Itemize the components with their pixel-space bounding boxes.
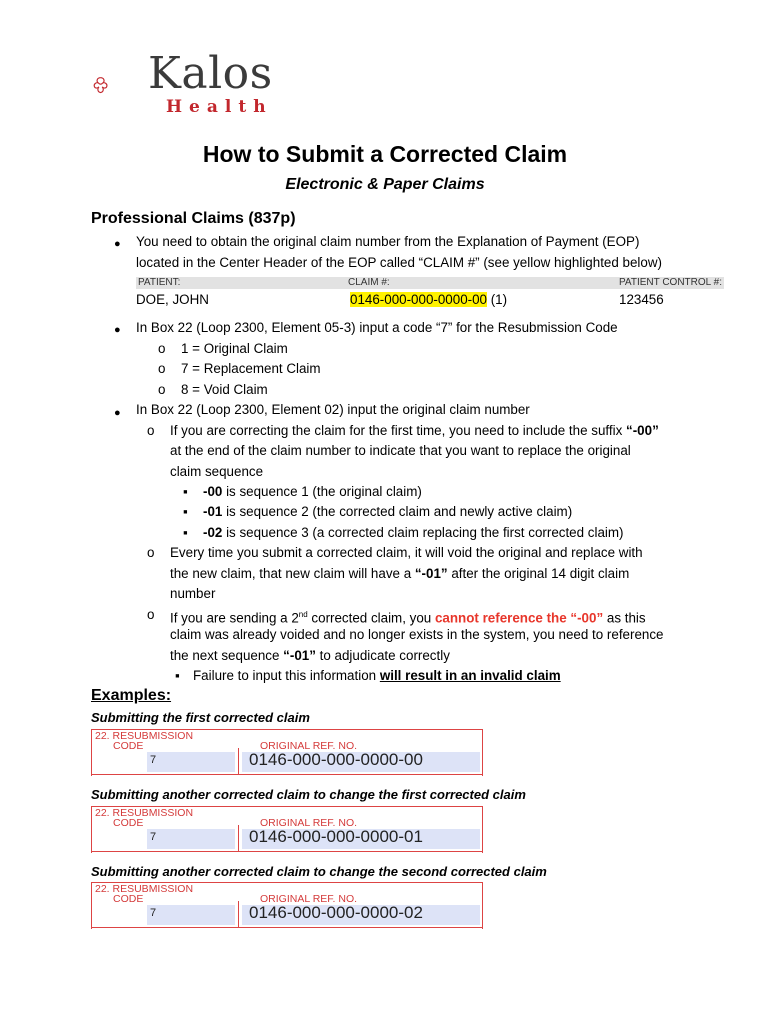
resubmission-code-field xyxy=(147,905,235,925)
example-caption: Submitting another corrected claim to change the second corrected claim xyxy=(91,864,547,879)
list-item: the new claim, that new claim will have a xyxy=(170,566,415,581)
original-ref-label: ORIGINAL REF. NO. xyxy=(260,817,358,829)
eop-control-label: PATIENT CONTROL #: xyxy=(619,277,722,288)
logo-wordmark: Kalos xyxy=(148,48,273,99)
list-item: corrected claim, you xyxy=(307,610,435,626)
list-item: is sequence 2 (the corrected claim and newly active claim) xyxy=(222,504,573,519)
original-ref-label: ORIGINAL REF. NO. xyxy=(260,893,358,905)
list-item: 1 = Original Claim xyxy=(181,341,288,356)
list-item: at the end of the claim number to indicate that you want to replace the original xyxy=(170,443,631,458)
page-title: How to Submit a Corrected Claim xyxy=(202,141,568,167)
example-form-box xyxy=(91,806,483,853)
example-caption: Submitting another corrected claim to change the first corrected claim xyxy=(91,787,526,802)
eop-claim-label: CLAIM #: xyxy=(348,277,390,288)
page-subtitle: Electronic & Paper Claims xyxy=(285,176,485,193)
square-bullet-icon: ▪ xyxy=(183,484,188,499)
bullet-text: In Box 22 (Loop 2300, Element 05-3) input a code “7” for the Resubmission Code xyxy=(136,320,618,335)
example-form-box xyxy=(91,882,483,929)
resubmission-code-field xyxy=(147,752,235,772)
sequence-code: -01 xyxy=(203,504,223,519)
circle-bullet-icon: o xyxy=(158,341,166,356)
list-item: to adjudicate correctly xyxy=(315,648,450,663)
list-item: If you are sending a 2 xyxy=(170,610,299,626)
square-bullet-icon: ▪ xyxy=(183,525,188,540)
square-bullet-icon: ▪ xyxy=(183,504,188,519)
resubmission-code-label: 22. RESUBMISSION CODE xyxy=(95,807,194,829)
section-title: Professional Claims (837p) xyxy=(91,210,296,227)
resubmission-code-value: 7 xyxy=(150,907,157,919)
eop-control-value: 123456 xyxy=(619,292,664,307)
example-form-box xyxy=(91,729,483,776)
list-item: is sequence 3 (a corrected claim replacing the first corrected claim) xyxy=(222,525,624,540)
circle-bullet-icon: o xyxy=(147,607,155,622)
list-item: number xyxy=(170,586,216,601)
field-divider xyxy=(92,774,482,775)
circle-bullet-icon: o xyxy=(147,545,155,560)
ordinal-suffix: nd xyxy=(298,610,308,619)
example-caption: Submitting the first corrected claim xyxy=(91,710,310,725)
list-item: after the original 14 digit claim xyxy=(447,566,630,581)
examples-heading: Examples: xyxy=(91,687,172,704)
list-item: Failure to input this information xyxy=(193,668,380,683)
field-divider xyxy=(92,927,482,928)
original-ref-value: 0146-000-000-0000-00 xyxy=(249,750,423,769)
bullet-text: In Box 22 (Loop 2300, Element 02) input the original claim number xyxy=(136,402,530,417)
eop-patient-value: DOE, JOHN xyxy=(136,292,209,307)
list-item: claim sequence xyxy=(170,464,264,479)
square-bullet-icon: ▪ xyxy=(175,668,180,683)
list-item: is sequence 1 (the original claim) xyxy=(222,484,422,499)
kalos-logo-icon xyxy=(92,55,152,117)
list-item: as this xyxy=(603,610,646,626)
bullet-text: located in the Center Header of the EOP called “CLAIM #” (see yellow highlighted below) xyxy=(136,255,662,270)
list-item: 8 = Void Claim xyxy=(181,382,268,397)
resubmission-code-field xyxy=(147,829,235,849)
warning-text: cannot reference the “-00” xyxy=(434,610,604,626)
list-item: 7 = Replacement Claim xyxy=(181,361,321,376)
suffix-code: “-00” xyxy=(626,423,659,438)
eop-claim-value: 0146-000-000-0000-00 xyxy=(350,292,487,307)
suffix-code: “-01” xyxy=(414,566,448,581)
list-item: Every time you submit a corrected claim, it will void the original and replace with xyxy=(170,545,643,560)
field-divider xyxy=(92,851,482,852)
original-ref-value: 0146-000-000-0000-01 xyxy=(249,827,423,846)
list-item: claim was already voided and no longer exists in the system, you need to reference xyxy=(170,627,664,642)
circle-bullet-icon: o xyxy=(147,423,155,438)
disc-bullet-icon: ● xyxy=(114,324,121,336)
sequence-code: -02 xyxy=(203,525,223,540)
field-divider xyxy=(238,825,239,851)
disc-bullet-icon: ● xyxy=(114,238,121,250)
disc-bullet-icon: ● xyxy=(114,407,121,419)
sequence-code: -00 xyxy=(203,484,223,499)
circle-bullet-icon: o xyxy=(158,361,166,376)
eop-patient-label: PATIENT: xyxy=(138,277,181,288)
original-ref-value: 0146-000-000-0000-02 xyxy=(249,903,423,922)
resubmission-code-value: 7 xyxy=(150,754,157,766)
logo-subtitle: Health xyxy=(166,97,273,117)
list-item: the next sequence xyxy=(170,648,284,663)
resubmission-code-value: 7 xyxy=(150,831,157,843)
field-divider xyxy=(238,901,239,927)
resubmission-code-label: 22. RESUBMISSION CODE xyxy=(95,883,194,905)
resubmission-code-label: 22. RESUBMISSION CODE xyxy=(95,730,194,752)
original-ref-label: ORIGINAL REF. NO. xyxy=(260,740,358,752)
list-item: If you are correcting the claim for the first time, you need to include the suffix xyxy=(170,423,627,438)
eop-claim-suffix: (1) xyxy=(487,292,508,307)
field-divider xyxy=(238,748,239,774)
suffix-code: “-01” xyxy=(283,648,316,663)
bullet-text: You need to obtain the original claim number from the Explanation of Payment (EOP) xyxy=(136,234,640,249)
circle-bullet-icon: o xyxy=(158,382,166,397)
warning-text: will result in an invalid claim xyxy=(379,668,561,683)
